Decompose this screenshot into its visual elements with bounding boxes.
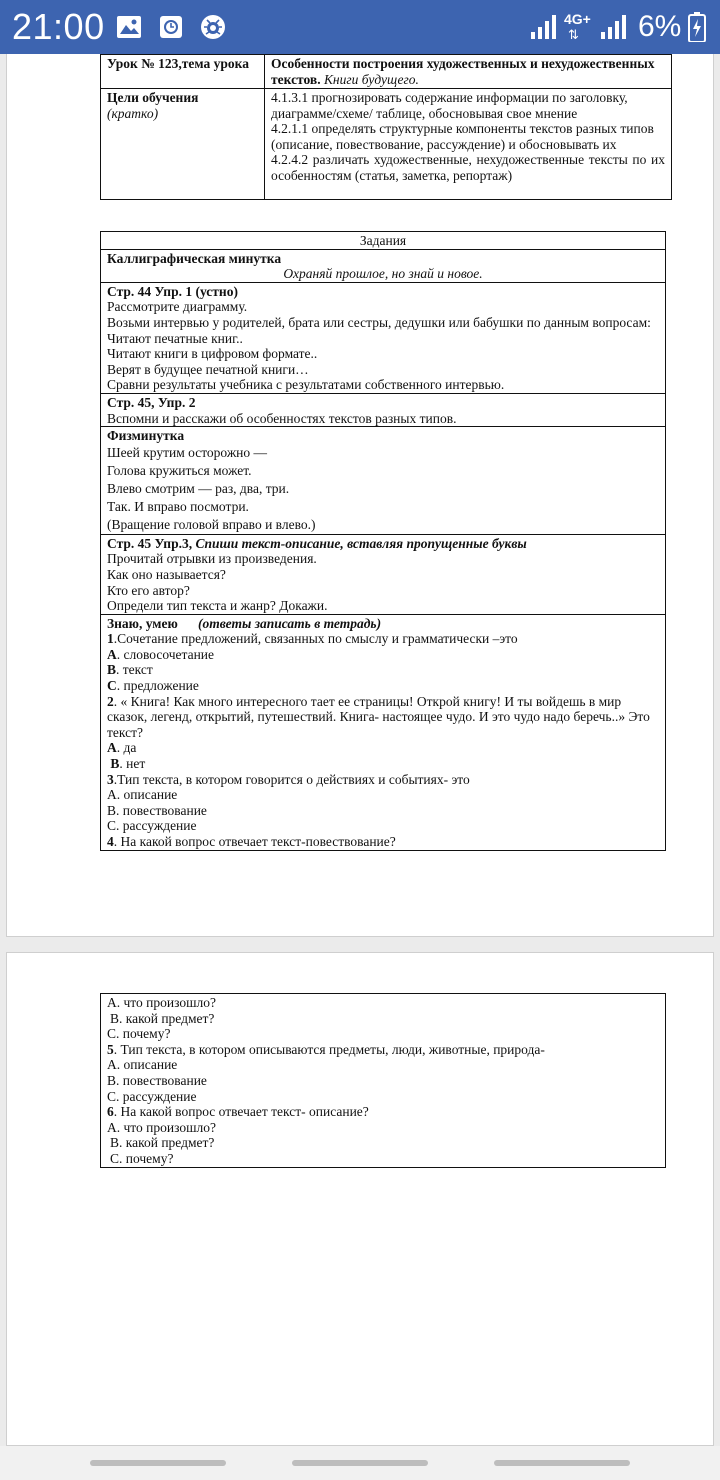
topic-title: Особенности построения художественных и нехудожественных текстов. bbox=[271, 56, 655, 87]
battery-percent: 6% bbox=[638, 10, 682, 43]
quiz-continued-table bbox=[100, 993, 666, 1168]
option-letter: А bbox=[107, 646, 117, 662]
table-row bbox=[101, 89, 672, 200]
question-text: . На какой вопрос отвечает текст- описание? bbox=[113, 1104, 369, 1120]
tasks-table bbox=[100, 231, 666, 851]
quiz-title: Знаю, умею bbox=[107, 615, 178, 631]
option-item: А. описание bbox=[107, 1057, 178, 1073]
table-row bbox=[101, 393, 666, 426]
exercise-1-line: Сравни результаты учебника с результатами собственного интервью. bbox=[107, 377, 505, 393]
question-text: . На какой вопрос отвечает текст-повествование? bbox=[113, 834, 396, 849]
option-letter: С bbox=[107, 678, 117, 694]
exercise-1-line: Читают печатные книг.. bbox=[107, 330, 243, 346]
option-letter: В bbox=[107, 662, 117, 678]
goals-sublabel: (кратко) bbox=[107, 105, 159, 121]
exercise-3-line: Кто его автор? bbox=[107, 582, 190, 598]
exercise-1-cell bbox=[101, 282, 666, 393]
document-page-2 bbox=[6, 952, 714, 1446]
table-row bbox=[101, 534, 666, 614]
table-row bbox=[101, 614, 666, 850]
option-item: А. что произошло? bbox=[107, 1119, 216, 1135]
option-item: А. что произошло? bbox=[107, 995, 216, 1010]
page-indicator[interactable] bbox=[90, 1460, 226, 1466]
exercise-3-line: Как оно называется? bbox=[107, 566, 226, 582]
page-navigation-bar bbox=[0, 1446, 720, 1480]
table-row bbox=[101, 427, 666, 535]
network-type: 4G+ bbox=[564, 11, 591, 27]
goal-item: 4.1.3.1 прогнозировать содержание информации по заголовку, диаграмме/схеме/ таблице, обосновывая свое мнение bbox=[271, 90, 628, 121]
option-item: В. какой предмет? bbox=[110, 1135, 215, 1151]
option-item: В. повествование bbox=[107, 1072, 207, 1088]
table-row bbox=[101, 249, 666, 282]
question-number: 5 bbox=[107, 1041, 114, 1057]
table-row bbox=[101, 994, 666, 1168]
exercise-1-line: Читают книги в цифровом формате.. bbox=[107, 346, 318, 362]
fizminutka-title: Физминутка bbox=[107, 428, 185, 444]
option-item: С. рассуждение bbox=[107, 818, 197, 834]
quiz-note: (ответы записать в тетрадь) bbox=[198, 615, 382, 631]
fizminutka-cell bbox=[101, 427, 666, 535]
question-number: 1 bbox=[107, 631, 114, 647]
option-item: В. какой предмет? bbox=[110, 1010, 215, 1026]
topic-cell bbox=[265, 55, 672, 89]
goal-item: 4.2.4.2 различать художественные, нехудожественные тексты по их особенностям (статья, заметка, репортаж) bbox=[271, 152, 665, 183]
battery-charging-icon bbox=[688, 12, 706, 42]
exercise-1-line: Возьми интервью у родителей, брата или сестры, дедушки или бабушки по данным вопросам: bbox=[107, 314, 651, 330]
exercise-2-title: Стр. 45, Упр. 2 bbox=[107, 394, 196, 410]
fizminutka-line: (Вращение головой вправо и влево.) bbox=[107, 516, 316, 532]
clock-icon bbox=[156, 12, 186, 42]
option-text: . текст bbox=[116, 662, 153, 678]
exercise-3-instruction: Спиши текст-описание, вставляя пропущенные буквы bbox=[195, 535, 527, 551]
fizminutka-line: Так. И вправо посмотри. bbox=[107, 498, 249, 514]
fizminutka-line: Влево смотрим — раз, два, три. bbox=[107, 480, 290, 496]
fizminutka-line: Голова кружиться может. bbox=[107, 462, 252, 478]
lesson-info-table bbox=[100, 54, 672, 200]
exercise-3-line: Прочитай отрывки из произведения. bbox=[107, 551, 317, 567]
fizminutka-line: Шеей крутим осторожно — bbox=[107, 444, 268, 460]
option-letter: В bbox=[110, 756, 120, 772]
option-item: С. почему? bbox=[110, 1150, 174, 1166]
option-text: . предложение bbox=[116, 678, 199, 694]
question-number: 3 bbox=[107, 771, 114, 787]
exercise-2-cell bbox=[101, 393, 666, 426]
option-text: . нет bbox=[119, 756, 146, 772]
calligraphy-text: Охраняй прошлое, но знай и новое. bbox=[283, 266, 483, 282]
signal-icon bbox=[600, 14, 626, 40]
quiz-continued-cell bbox=[101, 994, 666, 1168]
option-item: А. описание bbox=[107, 787, 178, 803]
option-text: . словосочетание bbox=[116, 646, 215, 662]
page-indicator[interactable] bbox=[292, 1460, 428, 1466]
exercise-1-line: Верят в будущее печатной книги… bbox=[107, 361, 309, 377]
goals-label: Цели обучения bbox=[107, 90, 199, 105]
exercise-3-title: Стр. 45 Упр.3, bbox=[107, 535, 193, 551]
topic-label: Урок № 123,тема урока bbox=[101, 55, 265, 89]
quiz-cell bbox=[101, 614, 666, 850]
clock-time: 21:00 bbox=[12, 6, 105, 47]
document-page-1 bbox=[6, 54, 714, 937]
option-item: С. рассуждение bbox=[107, 1088, 197, 1104]
data-arrows-icon: ⇅ bbox=[568, 27, 579, 42]
option-item: С. почему? bbox=[107, 1026, 171, 1042]
question-number: 2 bbox=[107, 693, 114, 709]
question-text: .Тип текста, в котором говорится о действиях и событиях- это bbox=[113, 771, 470, 787]
exercise-3-line: Определи тип текста и жанр? Докажи. bbox=[107, 598, 328, 614]
table-row bbox=[101, 282, 666, 393]
table-row bbox=[101, 232, 666, 250]
table-row bbox=[101, 55, 672, 89]
option-item: В. повествование bbox=[107, 802, 207, 818]
calligraphy-cell bbox=[101, 249, 666, 282]
goals-cell bbox=[265, 89, 672, 200]
page-indicator[interactable] bbox=[494, 1460, 630, 1466]
calligraphy-title: Каллиграфическая минутка bbox=[107, 250, 282, 266]
question-number: 6 bbox=[107, 1104, 114, 1120]
tasks-header: Задания bbox=[101, 232, 666, 250]
exercise-1-line: Рассмотрите диаграмму. bbox=[107, 299, 248, 315]
question-number: 4 bbox=[107, 834, 114, 849]
gallery-icon bbox=[114, 12, 144, 42]
goal-item: 4.2.1.1 определять структурные компоненты текстов разных типов (описание, повествование, рассуждение) и обосновывать их bbox=[271, 121, 654, 152]
question-text: . Тип текста, в котором описываются предметы, люди, животные, природа- bbox=[113, 1041, 545, 1057]
signal-icon bbox=[530, 14, 556, 40]
status-bar bbox=[0, 0, 720, 54]
option-letter: А bbox=[107, 740, 117, 756]
topic-subtitle: Книги будущего. bbox=[323, 71, 419, 87]
exercise-1-title: Стр. 44 Упр. 1 (устно) bbox=[107, 283, 238, 299]
question-text: .Сочетание предложений, связанных по смыслу и грамматически –это bbox=[113, 631, 518, 647]
shield-icon bbox=[198, 12, 228, 42]
option-text: . да bbox=[116, 740, 137, 756]
question-text: . « Книга! Как много интересного тает ее страницы! Открой книгу! И ты войдешь в мир сказок, легенд, открытий, путешествий. Книга- настоящее чудо. И это чудо надо беречь..» Это текст? bbox=[107, 693, 650, 740]
goals-label-cell bbox=[101, 89, 265, 200]
exercise-2-text: Вспомни и расскажи об особенностях текстов разных типов. bbox=[107, 410, 457, 426]
exercise-3-cell bbox=[101, 534, 666, 614]
